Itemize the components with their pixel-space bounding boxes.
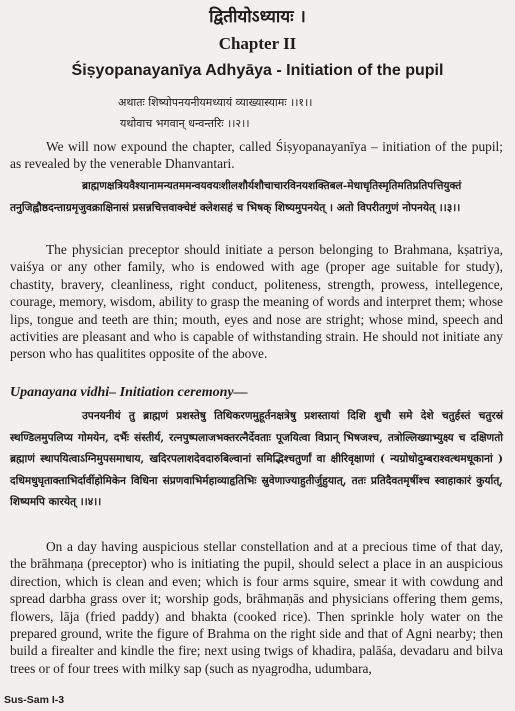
chapter-title: Chapter II bbox=[218, 34, 297, 53]
devanagari-chapter-title: द्वितीयोऽध्यायः । bbox=[209, 7, 306, 27]
sutra-line-2: यथोवाच भगवान् धन्वन्तरिः ।।२।। bbox=[120, 117, 250, 130]
verse-4: उपनयनीयं तु ब्राह्मणं प्रशस्तेषु तिथिकरणमुहूर्तनक्षत्रेषु प्रशस्तायां दिशि शुचौ समे देशे चतुर्हस्तं चतुरस्रं स्थण्डिलमुपलिप्य गोमयेन, दर्भैः संस्तीर्य, रत्नपुष्पलाजभक्तरत्नैर्देवताः पूजयित्वा विप्रान् भिषजश्च, तत्रोल्लिख्याभ्युक्ष्य च दक्षिणतो ब्रह्माणं स्थापयित्वाऽग्निमुपसमाधाय, खदिरपलाशदेवदारुबिल्वानां समिद्भिश्चतुर्णां वा क्षीरिवृक्षाणां ( न्यग्रोधोदुम्बराश्वत्थमधूकानां ) दधिमधुघृताक्ताभिर्दार्वीहोमिकेन विधिना संप्रणवाभिर्महाव्याहृतिभिः स्रुवेणाज्याहुतीर्जुहुयात्, ततः प्रतिदैवतमृषींश्च स्वाहाकारं कुर्यात्, शिष्यमपि कारयेत् ।।४।। bbox=[10, 410, 503, 508]
translation-verse-4: On a day having auspicious stellar constellation and at a precious time of that day, the brāhmaṇa (preceptor) who is initiating the pupil, should select a place in an auspicious direction, which is clean and even; which is four arms squire, smear it with cowdung and spread darbha grass over it; worship gods, brāhmaṇās and physicians offering them gems, flowers, lāja (fried paddy) and bhakta (cooked rice). Then sprinkle holy water on the prepared ground, write the figure of Brahma on the right side and that of Agni nearby; then build a firealter and kindle the fire; next using twigs of khadira, palāśa, devadaru and bilva trees or of four trees with milky sap (such as nyagrodha, udumbara, bbox=[10, 539, 503, 676]
sutra-line-1: अथातः शिष्योपनयनीयमध्यायं व्याख्यास्यामः ।।१।। bbox=[118, 96, 313, 109]
translation-verse-3: The physician preceptor should initiate a person belonging to Brahmana, kṣatriya, vaiśya or any other family, who is endowed with age (proper age suitable for study), chastity, bravery, cleanliness, right conduct, politeness, strength, prowess, intellegence, courage, memory, wisdom, ability to grasp the meaning of words and interpret them; whose lips, tongue and teeth are thin; mouth, eyes and nose are stright; whose mind, speech and activities are pleasant and who is capable of withstanding strain. He should not initiate any person who has qualitites opposite of the above. bbox=[10, 242, 503, 362]
verse-3: ब्राह्मणक्षत्रियवैश्यानामन्यतममन्वयवयःशीलशौर्यशौचाचारविनयशक्तिबल-मेधाधृतिस्मृतिमतिप्रतिपत्तियुक्तं तनुजिह्वौष्ठदन्ताग्रमृजुवक्राक्षिनासं प्रसन्नचित्तवाक्चेष्टं क्लेशसहं च भिषक् शिष्यमुपनयेत् । अतो विपरीतगुणं नोपनयेत् ।।३।। bbox=[10, 180, 462, 214]
chapter-subtitle: Śiṣyopanayanīya Adhyāya - Initiation of the pupil bbox=[71, 62, 444, 79]
intro-paragraph: We will now expound the chapter, called Śiṣyopanayanīya – initiation of the pupil; as revealed by the venerable Dhanvantari. bbox=[10, 139, 503, 172]
section-heading: Upanayana vidhi– Initiation ceremony— bbox=[10, 385, 248, 400]
footer-page-label: Sus-Sam I-3 bbox=[4, 694, 65, 706]
